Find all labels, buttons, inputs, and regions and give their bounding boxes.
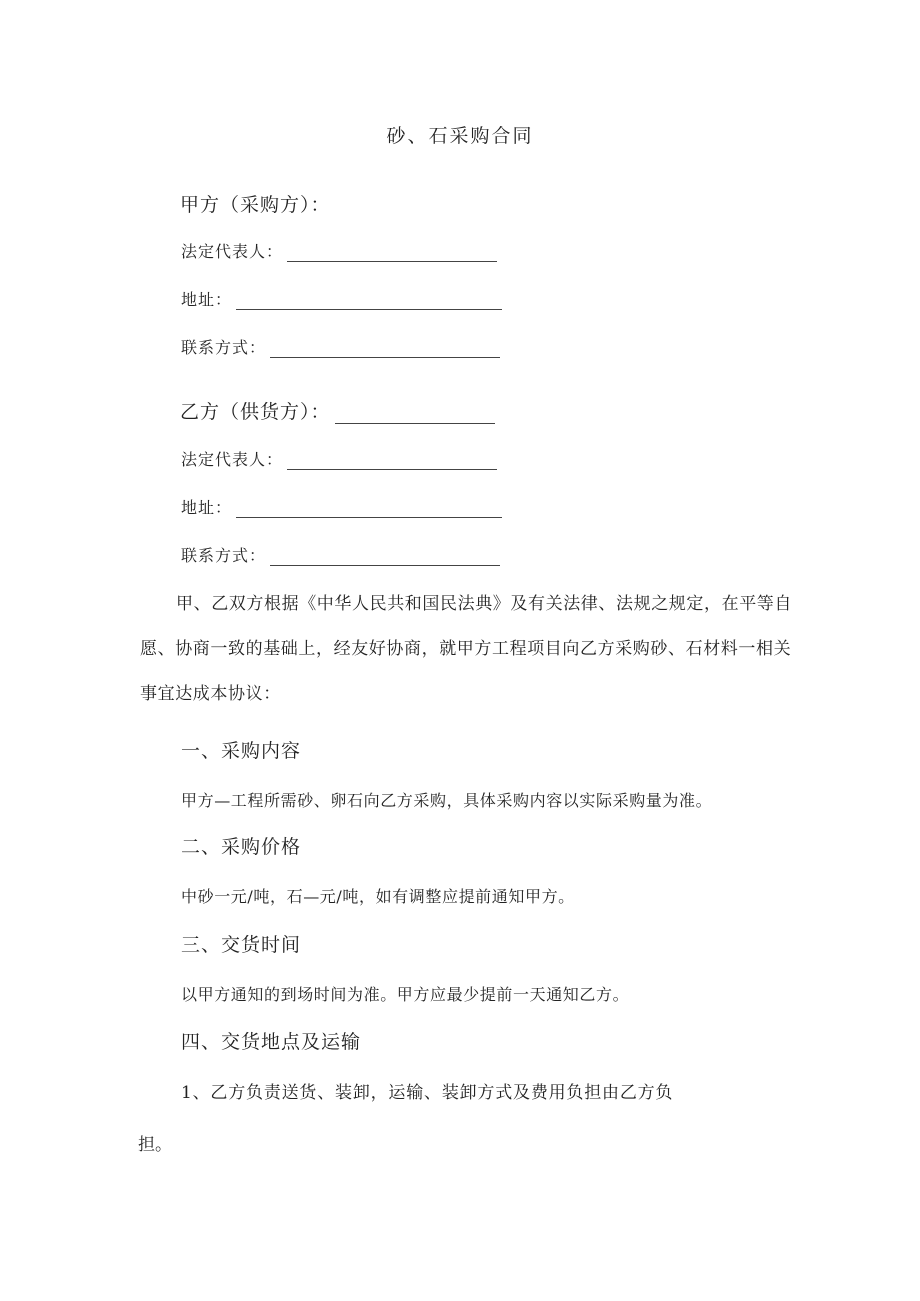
- party-a-contact-row: [181, 334, 500, 358]
- party-b-addr-row: [181, 494, 502, 518]
- intro-paragraph: 甲、乙双方根据《中华人民共和国民法典》及有关法律、法规之规定，在平等自愿、协商一致的基础上，经友好协商，就甲方工程项目向乙方采购砂、石材料一相关事宜达成本协议：: [140, 594, 792, 704]
- section-text: 中砂一元/吨，石—元/吨，如有调整应提前通知甲方。: [181, 887, 575, 906]
- party-a-rep-blank[interactable]: [287, 243, 497, 262]
- party-b-heading: 乙方（供货方）：: [180, 401, 331, 423]
- party-b-addr-blank[interactable]: [236, 499, 502, 518]
- party-a-contact-blank[interactable]: [270, 339, 500, 358]
- section-text: 1、乙方负责送货、装卸，运输、装卸方式及费用负担由乙方负: [181, 1083, 674, 1103]
- document-title: 砂、石采购合同: [386, 125, 534, 147]
- section-text: 甲方—工程所需砂、卵石向乙方采购，具体采购内容以实际采购量为准。: [181, 791, 713, 810]
- party-a-rep-label: 法定代表人：: [181, 242, 284, 261]
- party-a-addr-label: 地址：: [181, 290, 233, 309]
- party-a-addr-blank[interactable]: [236, 291, 502, 310]
- party-b-contact-blank[interactable]: [270, 547, 500, 566]
- party-a-addr-row: [181, 286, 502, 310]
- party-b-rep-label: 法定代表人：: [181, 450, 284, 469]
- party-a-heading: 甲方（采购方）：: [180, 194, 331, 216]
- section-text: 以甲方通知的到场时间为准。甲方应最少提前一天通知乙方。: [181, 985, 630, 1004]
- section-text-continuation: 担。: [138, 1135, 172, 1155]
- party-b-rep-row: [181, 446, 497, 470]
- party-b-addr-label: 地址：: [181, 498, 233, 517]
- party-a-contact-label: 联系方式：: [181, 338, 267, 357]
- party-b-row: [180, 397, 495, 424]
- party-b-contact-label: 联系方式：: [181, 546, 267, 565]
- section-heading: 四、交货地点及运输: [181, 1031, 362, 1053]
- section-heading: 二、采购价格: [181, 836, 302, 858]
- party-b-name-blank[interactable]: [335, 403, 495, 424]
- party-b-rep-blank[interactable]: [287, 451, 497, 470]
- section-heading: 一、采购内容: [181, 740, 302, 762]
- party-a-rep-row: [181, 238, 497, 262]
- section-heading: 三、交货时间: [181, 934, 302, 956]
- party-b-contact-row: [181, 542, 500, 566]
